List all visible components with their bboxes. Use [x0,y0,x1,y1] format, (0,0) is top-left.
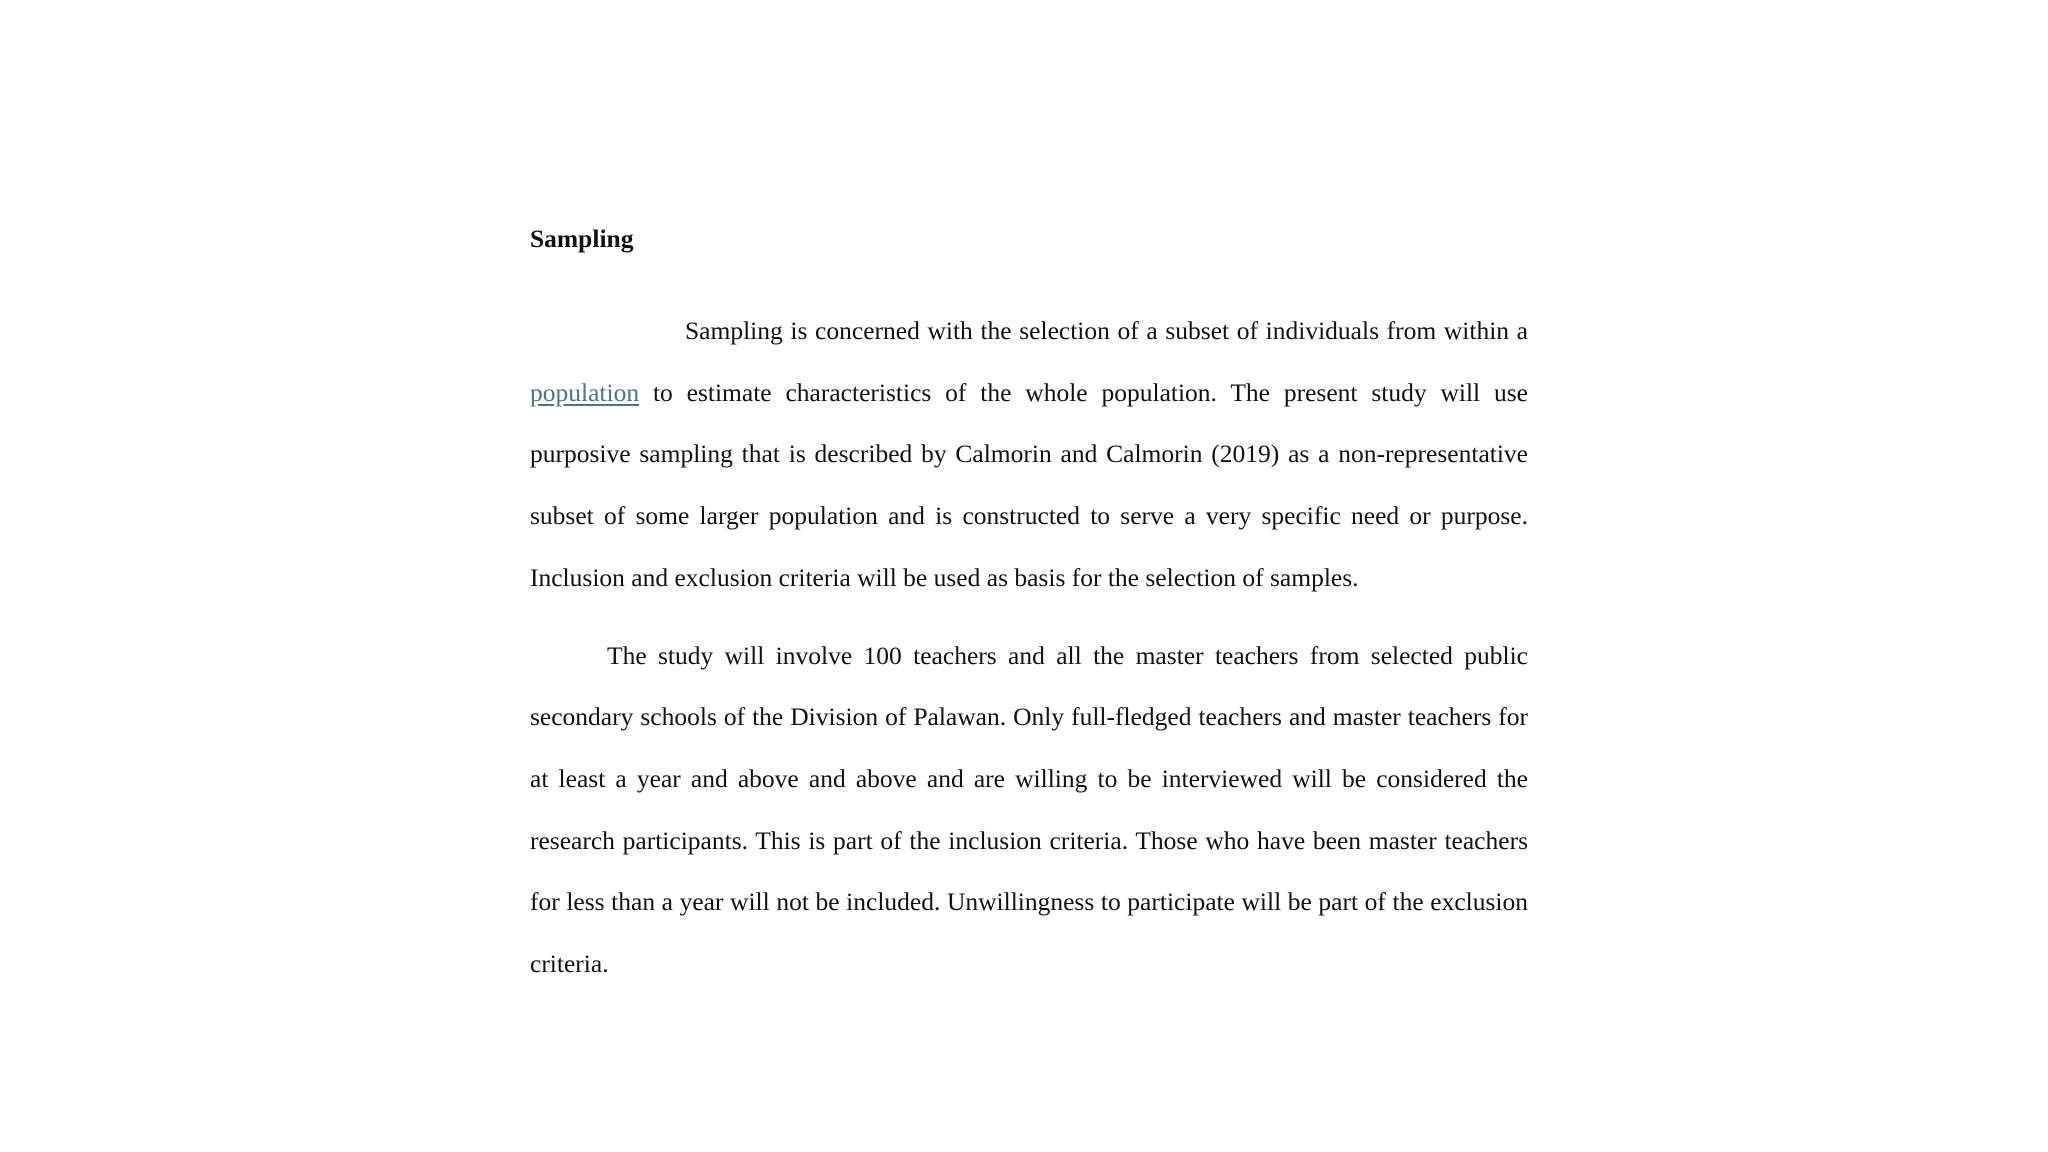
section-heading: Sampling [530,224,634,253]
document-body [530,222,1528,995]
paragraph-sampling-definition [530,300,1528,609]
paragraph-text: to estimate characteristics of the whole population. The present study will use purposive sampling that is described by Calmorin and Calmorin (2019) as a non-representative subset of some larger population and is constructed to serve a very specific need or purpose. Inclusion and exclusion criteria will be used as basis for the selection of samples. [530,377,1528,592]
paragraph-study-participants: The study will involve 100 teachers and all the master teachers from selected public secondary schools of the Division of Palawan. Only full-fledged teachers and master teachers for at least a year and above and above and are willing to be interviewed will be considered the research participants. This is part of the inclusion criteria. Those who have been master teachers for less than a year will not be included. Unwillingness to participate will be part of the exclusion criteria. [530,640,1528,979]
population-link[interactable]: population [530,377,640,407]
paragraph-text: Sampling is concerned with the selection of a subset of individuals from within a [685,316,1528,345]
